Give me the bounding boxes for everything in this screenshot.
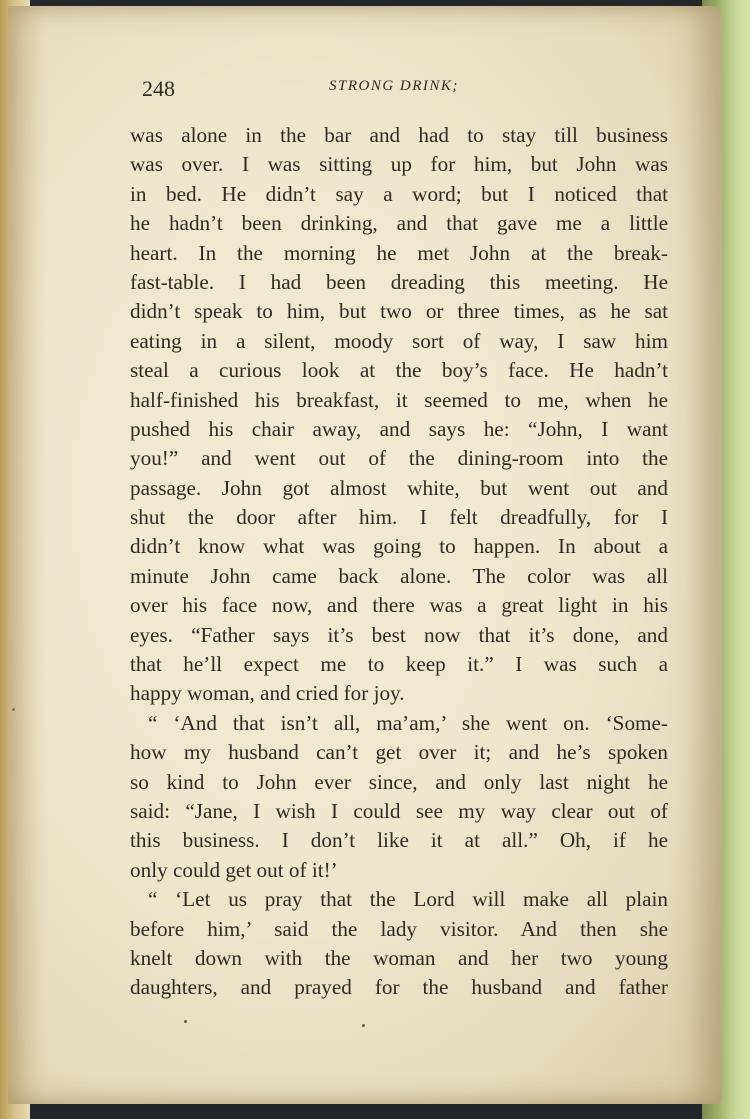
paper-speck	[362, 1024, 365, 1027]
text-line: happy woman, and cried for joy.	[130, 681, 405, 706]
text-line: how my husband can’t get over it; and he’s spoken	[130, 740, 668, 765]
text-line: only could get out of it!’	[130, 857, 338, 882]
text-line: fast-table. I had been dreading this meeting. He	[130, 269, 668, 294]
paper-speck	[184, 1020, 187, 1023]
text-line: knelt down with the woman and her two young	[130, 945, 668, 970]
text-line: so kind to John ever since, and only last night he	[130, 769, 668, 794]
page-gutter-shadow	[8, 6, 48, 1104]
text-line: was over. I was sitting up for him, but John was	[130, 152, 668, 177]
text-line: steal a curious look at the boy’s face. He hadn’t	[130, 358, 668, 383]
text-line: half-finished his breakfast, it seemed to me, when he	[130, 387, 668, 412]
text-line: didn’t speak to him, but two or three times, as he sat	[130, 299, 668, 324]
text-line: passage. John got almost white, but went out and	[130, 475, 668, 500]
text-line: in bed. He didn’t say a word; but I noticed that	[130, 181, 668, 206]
text-line: said: “Jane, I wish I could see my way clear out of	[130, 798, 668, 823]
text-line: over his face now, and there was a great light in his	[130, 593, 668, 618]
page-header	[142, 76, 662, 106]
text-line: heart. In the morning he met John at the break-	[130, 240, 668, 265]
text-line: eating in a silent, moody sort of way, I saw him	[130, 328, 668, 353]
text-line: minute John came back alone. The color was all	[130, 563, 668, 588]
text-line: pushed his chair away, and says he: “John, I want	[130, 416, 668, 441]
text-line: eyes. “Father says it’s best now that it’s done, and	[130, 622, 668, 647]
text-line: before him,’ said the lady visitor. And then she	[130, 916, 668, 941]
paper-speck	[12, 708, 15, 711]
body-text	[130, 121, 668, 1003]
running-head: STRONG DRINK;	[329, 78, 459, 94]
page-number: 248	[142, 76, 175, 101]
text-line: that he’ll expect me to keep it.” I was such a	[130, 652, 668, 677]
text-line: didn’t know what was going to happen. In about a	[130, 534, 668, 559]
text-line: he hadn’t been drinking, and that gave me a little	[130, 211, 668, 236]
text-line: daughters, and prayed for the husband and father	[130, 975, 668, 1000]
text-line: was alone in the bar and had to stay till business	[130, 123, 668, 147]
text-line: shut the door after him. I felt dreadfully, for I	[130, 505, 668, 530]
text-line: “ ‘Let us pray that the Lord will make all plain	[148, 887, 668, 912]
text-line: “ ‘And that isn’t all, ma’am,’ she went on. ‘Some-	[148, 710, 668, 735]
text-line: you!” and went out of the dining-room into the	[130, 446, 668, 471]
text-line: this business. I don’t like it at all.” Oh, if he	[130, 828, 668, 853]
